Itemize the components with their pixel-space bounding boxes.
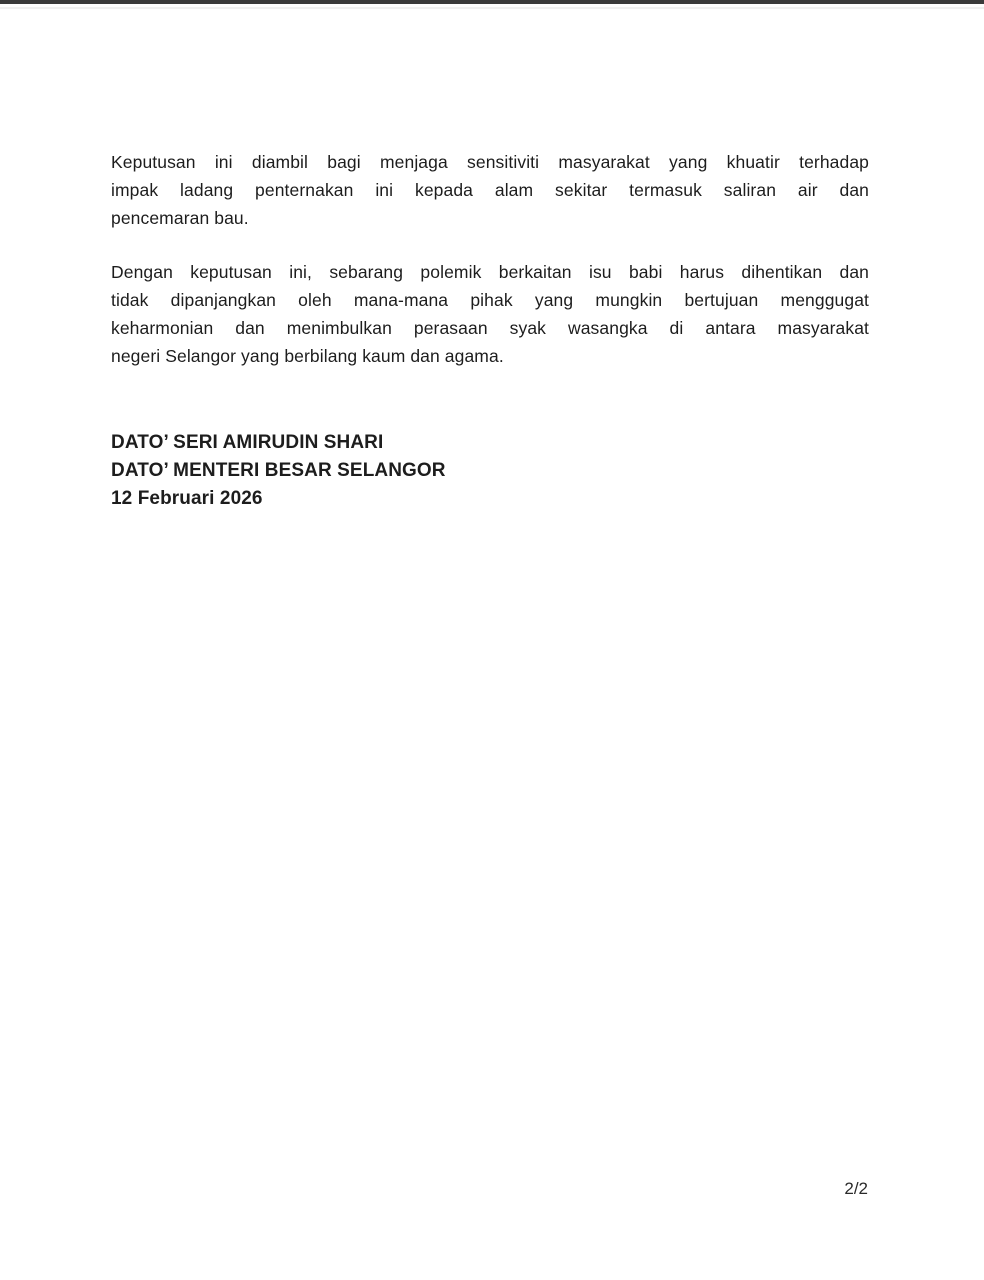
document-body xyxy=(111,0,869,513)
paragraph-2-line-3: keharmonian dan menimbulkan perasaan syak wasangka di antara masyarakat xyxy=(111,318,869,338)
signatory-name: DATO’ SERI AMIRUDIN SHARI xyxy=(111,432,384,453)
paragraph-2-line-2: tidak dipanjangkan oleh mana-mana pihak yang mungkin bertujuan menggugat xyxy=(111,290,869,310)
paragraph-1-line-2: impak ladang penternakan ini kepada alam sekitar termasuk saliran air dan xyxy=(111,180,869,200)
paragraph-2 xyxy=(111,258,869,370)
paragraph-2-line-1: Dengan keputusan ini, sebarang polemik berkaitan isu babi harus dihentikan dan xyxy=(111,262,869,282)
paragraph-1 xyxy=(111,148,869,232)
page-number: 2/2 xyxy=(844,1179,868,1198)
paragraph-1-line-1: Keputusan ini diambil bagi menjaga sensitiviti masyarakat yang khuatir terhadap xyxy=(111,152,869,172)
signature-date: 12 Februari 2026 xyxy=(111,488,263,509)
signatory-title: DATO’ MENTERI BESAR SELANGOR xyxy=(111,460,446,481)
paragraph-2-line-4: negeri Selangor yang berbilang kaum dan agama. xyxy=(111,346,504,366)
paragraph-1-line-3: pencemaran bau. xyxy=(111,208,249,228)
signature-block xyxy=(111,429,869,513)
